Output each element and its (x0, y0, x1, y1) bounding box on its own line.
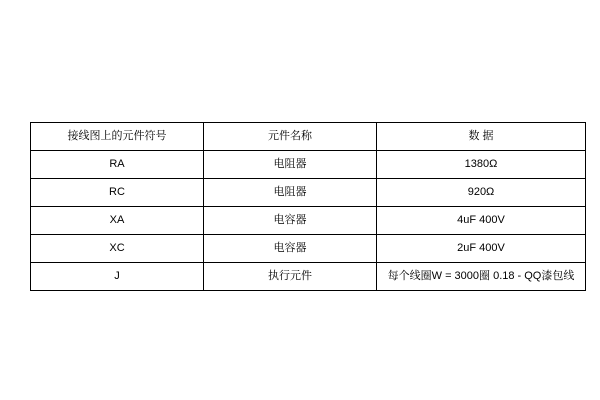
cell-symbol: XA (31, 207, 204, 235)
cell-symbol: J (31, 263, 204, 291)
table-row (31, 151, 586, 179)
cell-data: 2uF 400V (377, 235, 586, 263)
cell-symbol: RC (31, 179, 204, 207)
cell-name: 电容器 (204, 235, 377, 263)
column-header-name: 元件名称 (204, 123, 377, 151)
column-header-data: 数 据 (377, 123, 586, 151)
cell-data: 920Ω (377, 179, 586, 207)
table-header-row (31, 123, 586, 151)
cell-name: 电容器 (204, 207, 377, 235)
cell-symbol: RA (31, 151, 204, 179)
cell-name: 执行元件 (204, 263, 377, 291)
table-row (31, 179, 586, 207)
cell-name: 电阻器 (204, 179, 377, 207)
cell-name: 电阻器 (204, 151, 377, 179)
cell-data: 1380Ω (377, 151, 586, 179)
cell-data: 每个线圈W = 3000圈 0.18 - QQ漆包线 (377, 263, 586, 291)
table-row (31, 263, 586, 291)
table-row (31, 207, 586, 235)
cell-data: 4uF 400V (377, 207, 586, 235)
component-specification-table (30, 122, 586, 291)
spec-table-container (30, 122, 575, 291)
column-header-symbol: 接线图上的元件符号 (31, 123, 204, 151)
cell-symbol: XC (31, 235, 204, 263)
table-row (31, 235, 586, 263)
